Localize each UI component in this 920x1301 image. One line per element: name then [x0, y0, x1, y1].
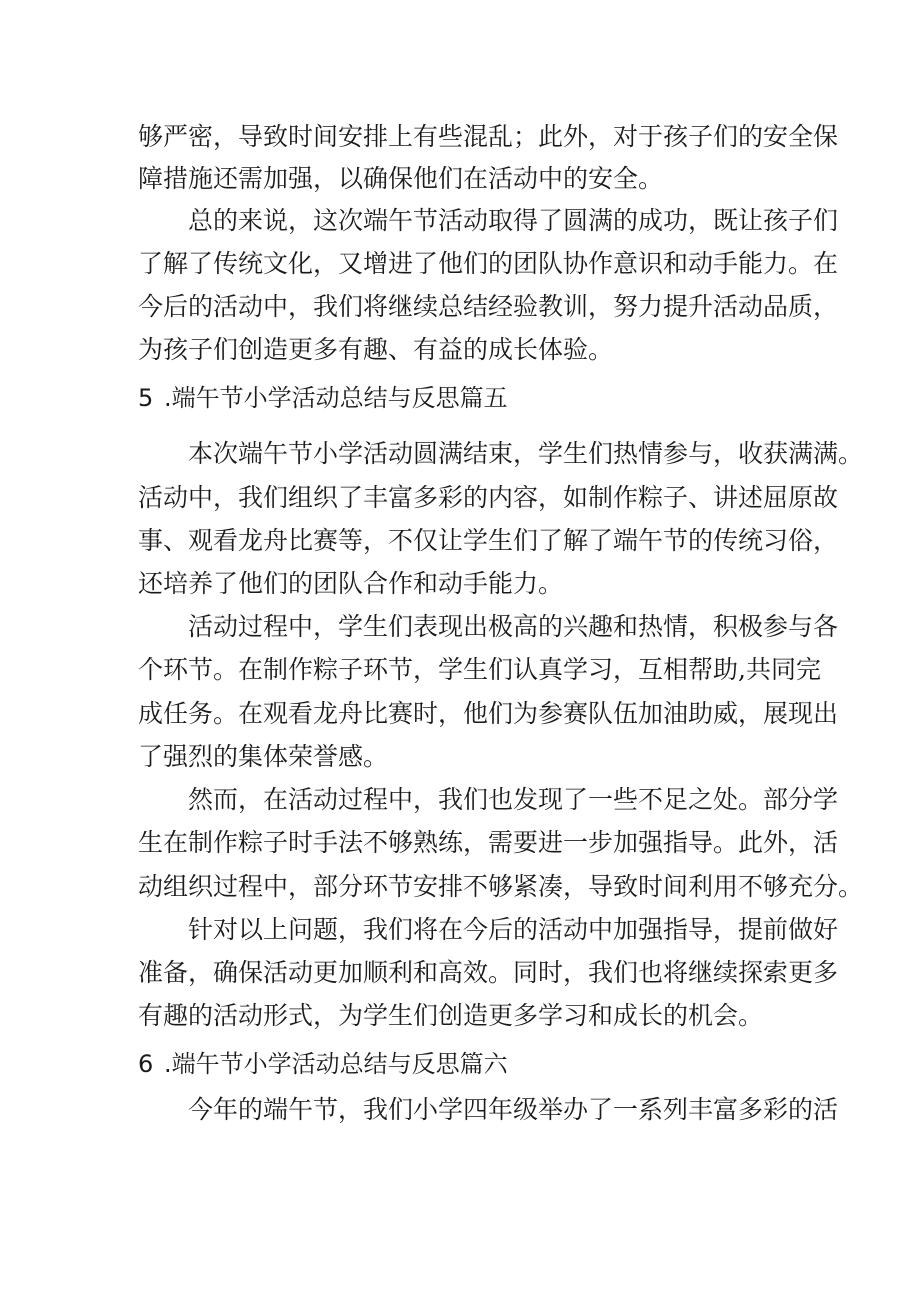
paragraph-line: 事、观看龙舟比赛等，不仅让学生们了解了端午节的传统习俗，	[138, 526, 839, 555]
paragraph-line: 有趣的活动形式，为学生们创造更多学习和成长的机会。	[138, 1001, 764, 1030]
section-title: .端午节小学活动总结与反思篇六	[164, 1050, 508, 1078]
paragraph-line: 今年的端午节，我们小学四年级举办了一系列丰富多彩的活	[188, 1095, 839, 1124]
paragraph-line: 针对以上问题，我们将在今后的活动中加强指导，提前做好	[188, 915, 839, 944]
paragraph-line: 活动中，我们组织了丰富多彩的内容，如制作粽子、讲述屈原故	[138, 483, 839, 512]
paragraph-line: 为孩子们创造更多有趣、有益的成长体验。	[138, 335, 614, 364]
paragraph-line: 成任务。在观看龙舟比赛时，他们为参赛队伍加油助威，展现出	[138, 699, 839, 728]
paragraph-line: 准备，确保活动更加顺利和高效。同时，我们也将继续探索更多	[138, 958, 839, 987]
section-heading	[138, 1049, 508, 1079]
paragraph-line: 了强烈的集体荣誉感。	[138, 742, 389, 771]
section-title: .端午节小学活动总结与反思篇五	[164, 384, 508, 412]
paragraph-line: 活动过程中，学生们表现出极高的兴趣和热情，积极参与各	[188, 612, 839, 641]
paragraph-line: 了解了传统文化，又增进了他们的团队协作意识和动手能力。在	[138, 249, 839, 278]
paragraph-line: 障措施还需加强，以确保他们在活动中的安全。	[138, 164, 664, 193]
section-number: 5	[138, 384, 154, 412]
paragraph-line: 今后的活动中，我们将继续总结经验教训，努力提升活动品质，	[138, 292, 839, 321]
section-number: 6	[138, 1050, 154, 1078]
paragraph-line: 总的来说，这次端午节活动取得了圆满的成功，既让孩子们	[188, 206, 839, 235]
section-heading	[138, 383, 508, 413]
paragraph-line: 生在制作粽子时手法不够熟练，需要进一步加强指导。此外，活	[138, 828, 839, 857]
paragraph-line: 动组织过程中，部分环节安排不够紧凑，导致时间利用不够充分。	[138, 872, 864, 901]
paragraph-line: 还培养了他们的团队合作和动手能力。	[138, 569, 564, 598]
paragraph-line: 够严密，导致时间安排上有些混乱；此外，对于孩子们的安全保	[138, 122, 839, 151]
paragraph-line: 个环节。在制作粽子环节，学生们认真学习，互相帮助,共同完	[138, 655, 821, 684]
paragraph-line: 本次端午节小学活动圆满结束，学生们热情参与，收获满满。	[188, 439, 864, 468]
paragraph-line: 然而，在活动过程中，我们也发现了一些不足之处。部分学	[188, 785, 839, 814]
